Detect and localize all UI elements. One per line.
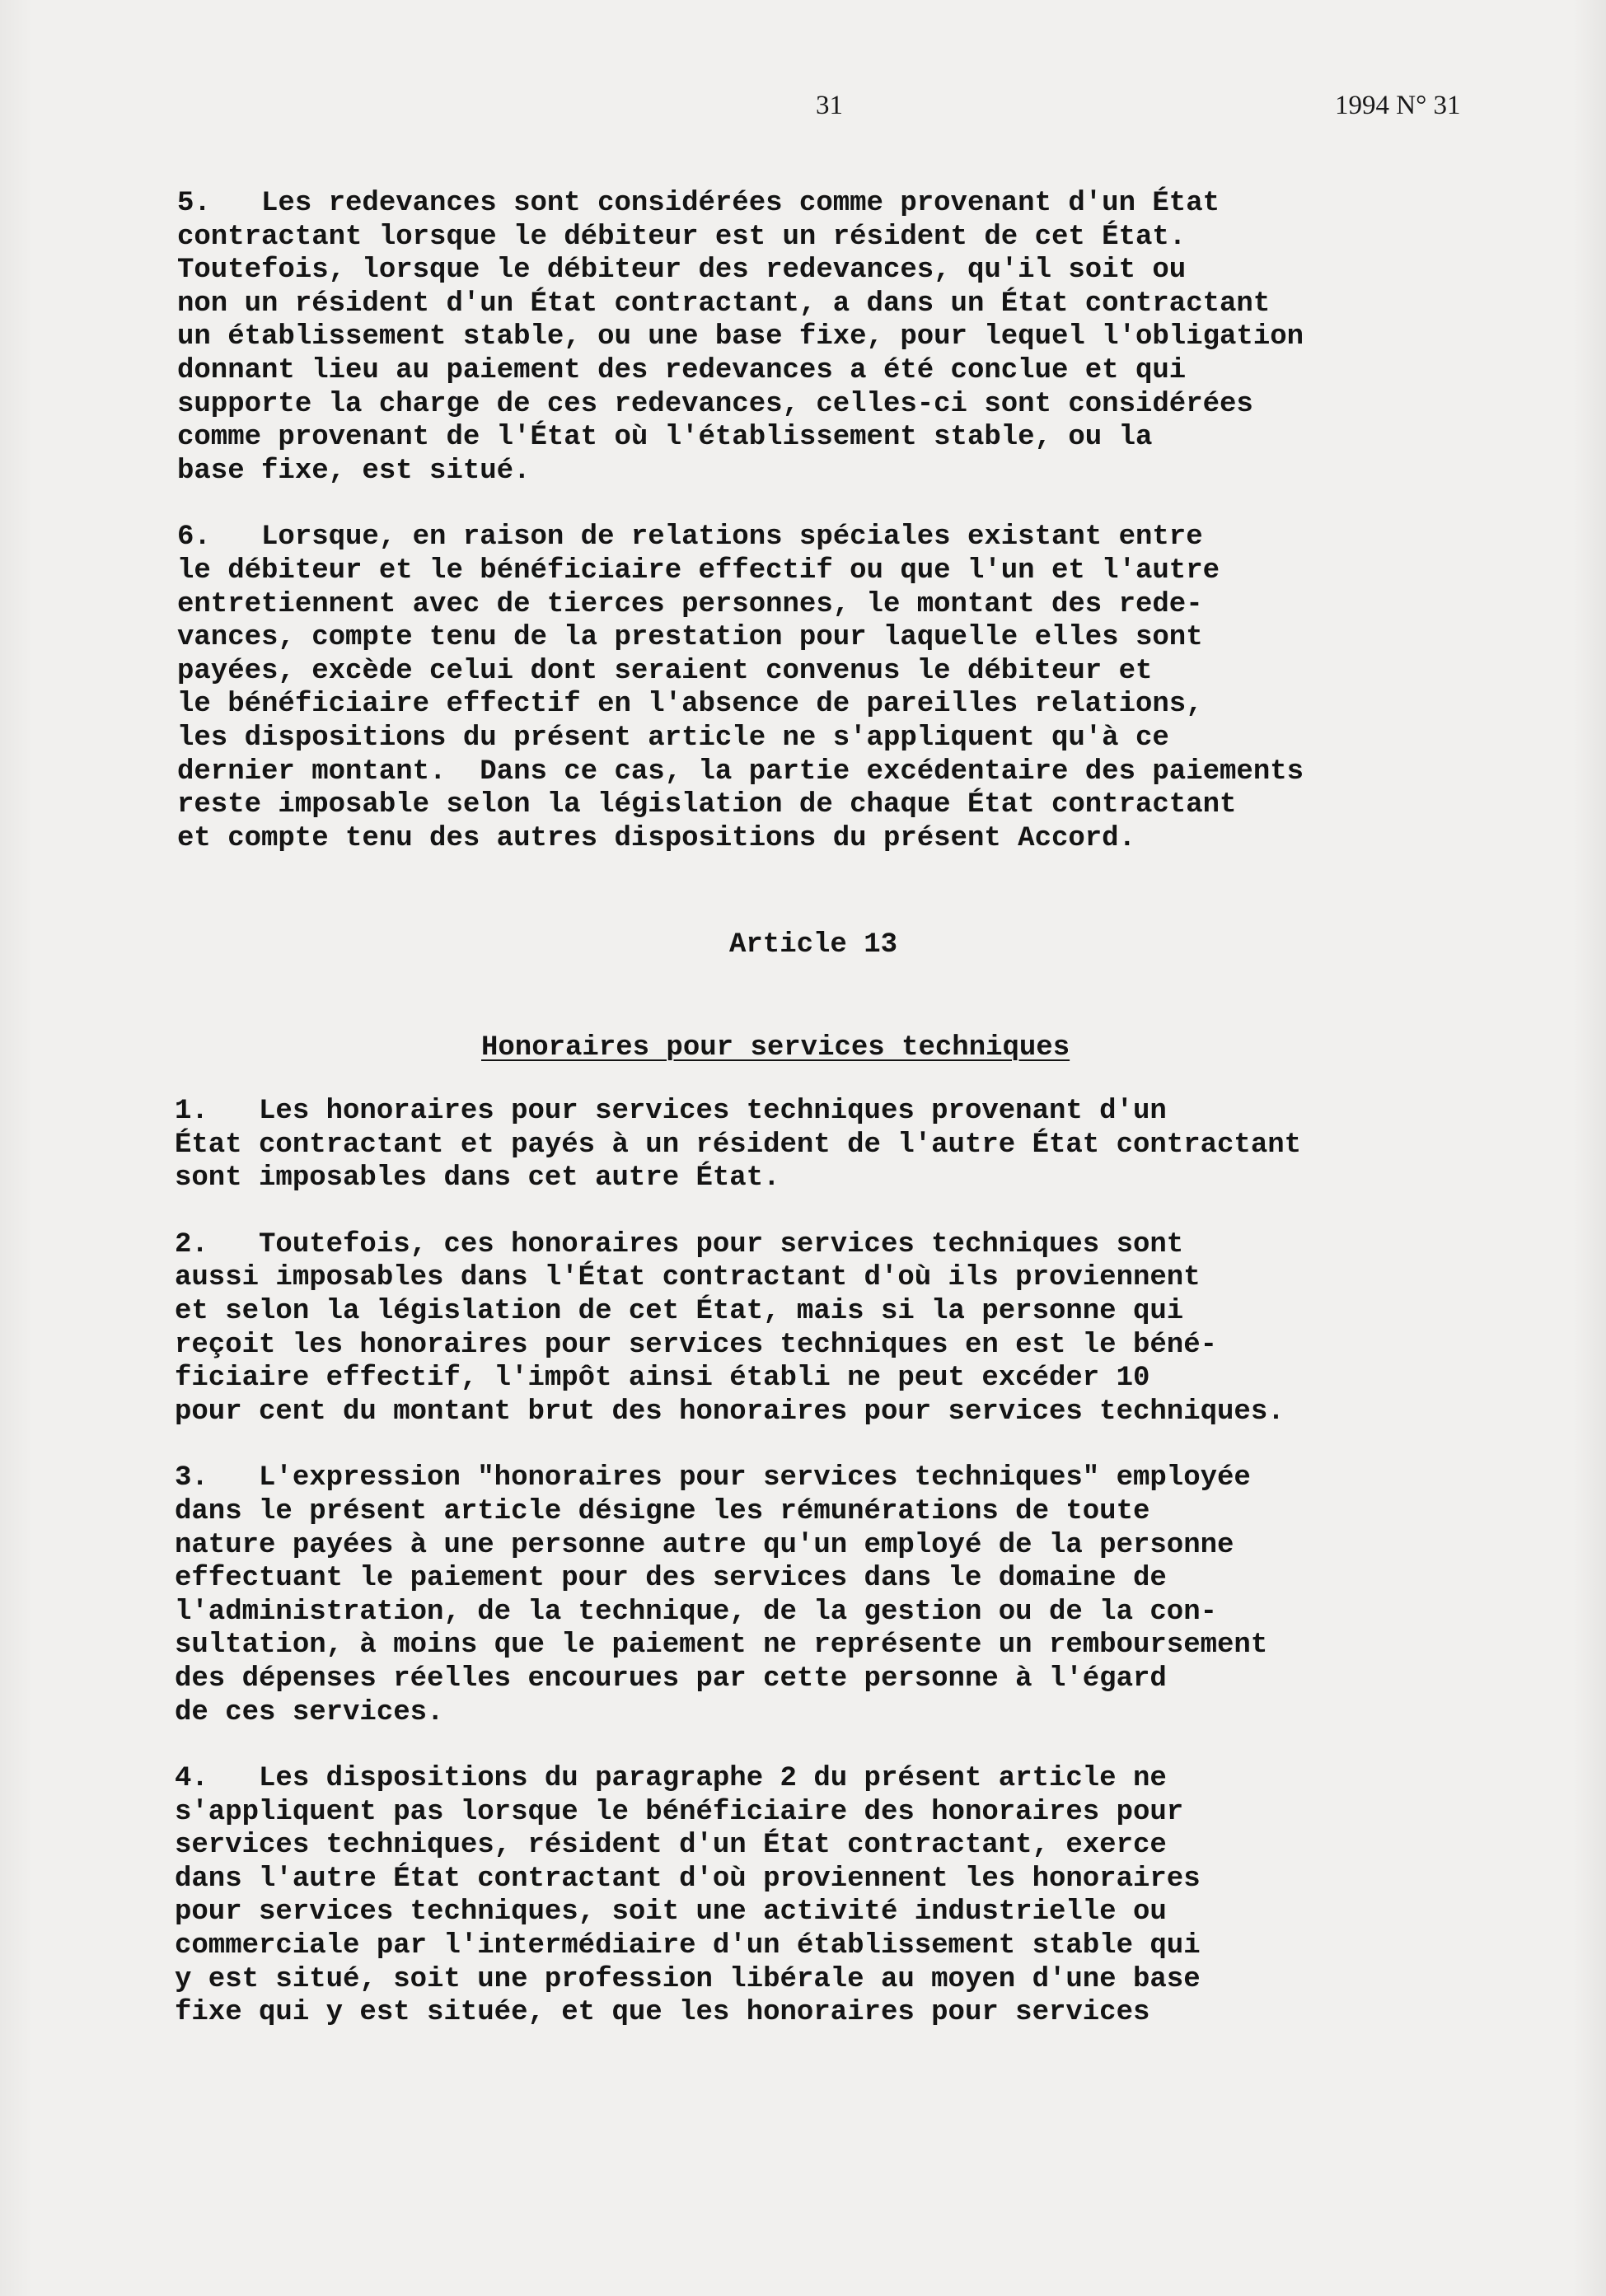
paragraph-1: 1. Les honoraires pour services techniques provenant d'un État contractant et payés à un résident de l'autre État contractant sont imposables dans cet autre État. [175, 1096, 1302, 1195]
article-heading: Honoraires pour services techniques [481, 1032, 1070, 1064]
paragraph-2: 2. Toutefois, ces honoraires pour services techniques sont aussi imposables dans l'État contractant d'où ils proviennent et selon la législation de cet État, mais si la personne qui reçoit les honoraires pour services techniques en est le béné- ficiaire effectif, l'impôt ainsi établi ne peut excéder 10 pour cent du montant brut des honoraires pour services techniques. [175, 1228, 1285, 1428]
page-number: 31 [816, 91, 843, 120]
paragraphs-top [177, 187, 1537, 855]
article-number: Article 13 [729, 929, 898, 961]
paragraph-3: 3. L'expression "honoraires pour services techniques" employée dans le présent article désigne les rémunérations de toute nature payées à une personne autre qu'un employé de la personne effectuant le paiement pour des services dans le domaine de l'administration, de la technique, de la gestion ou de la con- sultation, à moins que le paiement ne représente un remboursement des dépenses réelles encourues par cette personne à l'égard de ces services. [175, 1462, 1268, 1728]
paragraph-6: 6. Lorsque, en raison de relations spéciales existant entre le débiteur et le bénéficiaire effectif ou que l'un et l'autre entretiennent avec de tierces personnes, le montant des rede- vances, compte tenu de la prestation pour laquelle elles sont payées, excède celui dont seraient convenus le débiteur et le bénéficiaire effectif en l'absence de pareilles relations, les dispositions du présent article ne s'appliquent qu'à ce dernier montant. Dans ce cas, la partie excédentaire des paiements reste imposable selon la législation de chaque État contractant et compte tenu des autres dispositions du présent Accord. [177, 521, 1304, 854]
paragraph-5: 5. Les redevances sont considérées comme provenant d'un État contractant lorsque le débiteur est un résident de cet État. Toutefois, lorsque le débiteur des redevances, qu'il soit ou non un résident d'un État contractant, a dans un État contractant un établissement stable, ou une base fixe, pour lequel l'obligation donnant lieu au paiement des redevances a été conclue et qui supporte la charge de ces redevances, celles-ci sont considérées comme provenant de l'État où l'établissement stable, ou la base fixe, est situé. [177, 188, 1304, 487]
paragraphs-bottom [175, 1095, 1534, 2030]
paragraph-4: 4. Les dispositions du paragraphe 2 du présent article ne s'appliquent pas lorsque le bénéficiaire des honoraires pour services techniques, résident d'un État contractant, exerce dans l'autre État contractant d'où proviennent les honoraires pour services techniques, soit une activité industrielle ou commerciale par l'intermédiaire d'un établissement stable qui y est situé, soit une profession libérale au moyen d'une base fixe qui y est située, et que les honoraires pour services [175, 1763, 1201, 2029]
issue-reference: 1994 N° 31 [1335, 91, 1461, 120]
